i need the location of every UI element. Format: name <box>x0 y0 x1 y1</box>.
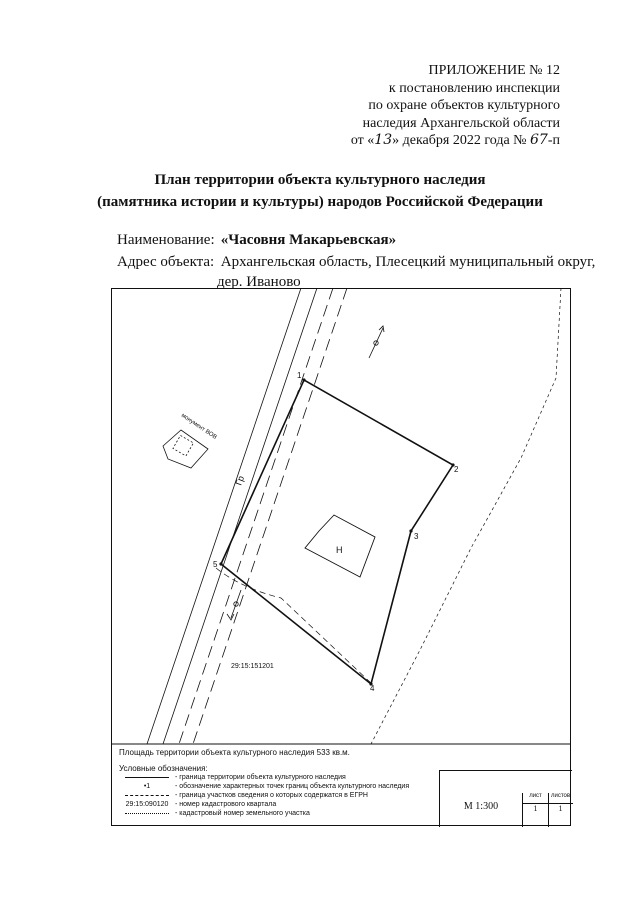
point-label-1: 1 <box>297 371 302 380</box>
appendix-block <box>300 62 560 150</box>
direction-arrow-top <box>369 326 384 358</box>
road-label: Гр <box>233 474 247 487</box>
title-block-stamp <box>439 770 572 827</box>
date-middle: » декабря 2022 года № <box>392 133 527 148</box>
direction-arrow-bottom <box>227 590 241 620</box>
building-label: Н <box>336 545 343 555</box>
document-subtitle: (памятника истории и культуры) народов Российской Федерации <box>97 194 543 210</box>
point-marker-5 <box>219 562 222 565</box>
parcel-boundary-right <box>371 288 561 744</box>
sheets-header: листов <box>548 793 573 804</box>
monument-label: монумент ВОВ <box>179 412 218 441</box>
appendix-line-4: наследия Архангельской области <box>362 115 560 131</box>
scale-label: М 1:300 <box>463 801 499 812</box>
monument-symbol <box>163 430 208 468</box>
appendix-line-3: по охране объектов культурного <box>368 98 560 113</box>
legend-text: - обозначение характерных точек границ объекта культурного наследия <box>175 783 410 790</box>
point-marker-3 <box>409 529 412 532</box>
legend-title: Условные обозначения: <box>119 764 208 773</box>
legend-text: - кадастровый номер земельного участка <box>175 810 310 817</box>
solid-line-symbol <box>119 774 175 781</box>
legend-row-characteristic-points <box>119 783 409 792</box>
handwritten-number: 67 <box>530 132 548 148</box>
dashed-line-symbol <box>119 792 175 799</box>
appendix-number: ПРИЛОЖЕНИЕ № 12 <box>428 63 560 78</box>
date-prefix: от « <box>350 133 375 148</box>
name-value: «Часовня Макарьевская» <box>220 232 397 248</box>
dotted-line-symbol <box>119 810 175 817</box>
address-value-line-2: дер. Иваново <box>217 274 301 290</box>
name-row <box>117 230 396 250</box>
handwritten-day: 13 <box>374 132 393 148</box>
point-marker-1 <box>302 378 305 381</box>
road-lines <box>147 288 347 744</box>
cadastral-quarter-label: 29:15:151201 <box>231 663 274 670</box>
address-label: Адрес объекта: <box>117 254 215 270</box>
point-label-4: 4 <box>370 684 375 693</box>
name-label: Наименование: <box>117 232 215 248</box>
legend-text: - номер кадастрового квартала <box>175 801 277 808</box>
point-label-5: 5 <box>213 560 218 569</box>
point-symbol: •1 <box>143 783 151 790</box>
sheet-box <box>522 793 573 827</box>
appendix-date-line <box>300 132 560 150</box>
area-text: Площадь территории объекта культурного наследия 533 кв.м. <box>119 748 350 757</box>
sheet-number: 1 <box>523 804 549 827</box>
date-suffix: -п <box>547 133 560 148</box>
legend-row-egrn-boundary <box>119 792 368 801</box>
address-value-line-1: Архангельская область, Плесецкий муниципальный округ, <box>220 254 596 270</box>
legend-row-quarter-number <box>119 801 276 810</box>
plan-footer <box>111 744 571 826</box>
sheets-count: 1 <box>558 804 563 813</box>
address-row <box>117 252 595 272</box>
quarter-number-symbol: 29:15:090120 <box>125 801 169 808</box>
legend-text: - граница территории объекта культурного наследия <box>175 774 346 781</box>
legend-row-land-cadastral-number <box>119 810 310 819</box>
sheet-header: лист <box>523 793 549 804</box>
document-title: План территории объекта культурного наследия <box>154 172 486 188</box>
point-label-3: 3 <box>414 532 419 541</box>
appendix-line-2: к постановлению инспекции <box>388 80 560 96</box>
point-label-2: 2 <box>454 465 459 474</box>
legend-row-territory-boundary <box>119 774 346 783</box>
legend-text: - граница участков сведения о которых содержатся в ЕГРН <box>175 792 368 799</box>
